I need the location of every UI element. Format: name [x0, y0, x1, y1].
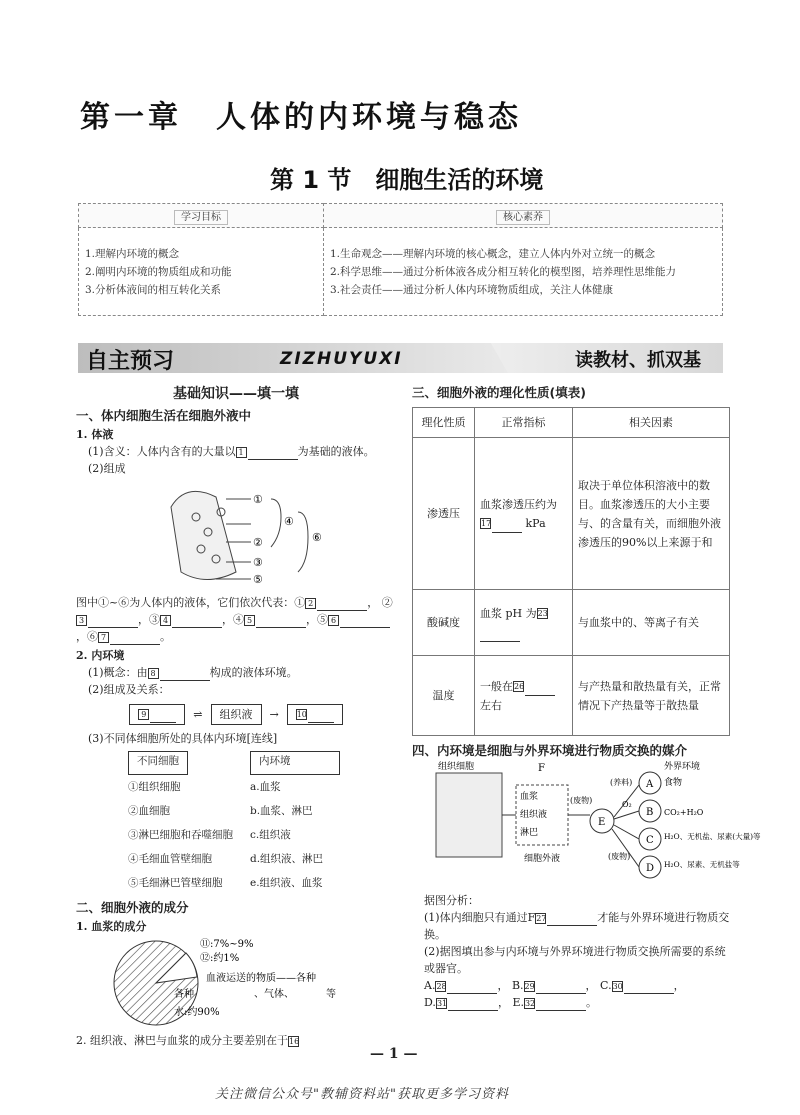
match-left-1[interactable]: ①组织细胞 [128, 781, 181, 793]
objective-item: 2.阐明内环境的物质组成和功能 [85, 265, 232, 278]
row-temp-prop: 温度 [413, 656, 475, 736]
temp-unit: 左右 [480, 698, 502, 712]
match-left-4[interactable]: ④毛细血管壁细胞 [128, 853, 212, 865]
row-temp-factor: 与产热量和散热量有关，正常情况下产热量等于散热量 [573, 656, 730, 736]
fig-label-waste: (废物) [570, 796, 593, 805]
section-title: 第 1 节 细胞生活的环境 [270, 166, 544, 194]
blank-8[interactable] [160, 668, 210, 681]
blank-3[interactable] [88, 615, 138, 628]
match-row [76, 871, 396, 895]
match-header [76, 751, 396, 775]
blank-1[interactable] [248, 447, 298, 460]
diagram-label-5: ⑤ [253, 573, 263, 586]
blank-9[interactable] [150, 710, 176, 723]
pie-label-gas: 、气体、 [254, 989, 294, 1000]
row-osmotic-prop: 渗透压 [413, 438, 475, 590]
pie-label-various: 各种 [174, 989, 194, 1000]
osmotic-normal-text: 血浆渗透压约为 [480, 497, 557, 511]
fig-label-co2: CO₂+H₂O [664, 808, 704, 817]
fig-label-food: 食物 [664, 778, 683, 788]
th-normal: 正常指标 [475, 408, 573, 438]
definition-line: (1)含义：人体内含有的大量以 1 为基础的液体。 [88, 445, 375, 458]
match-left-3[interactable]: ③淋巴细胞和吞噬细胞 [128, 829, 233, 841]
difference-text: 2. 组织液、淋巴与血浆的成分主要差别在于 [76, 1034, 288, 1047]
blank-31[interactable] [448, 998, 498, 1011]
match-right-b[interactable]: b.血浆、淋巴 [250, 805, 313, 817]
section-4-title: 四、内环境是细胞与外界环境进行物质交换的媒介 [412, 743, 688, 758]
fig-label-outside: 外界环境 [664, 762, 701, 772]
flow-mid: 组织液 [211, 704, 262, 725]
pie-label-11: ⑪:7%~9% [200, 939, 254, 950]
row-ph-normal: 血浆 pH 为23 [475, 590, 573, 656]
pie-label-transport: 血液运送的物质——各种 [206, 973, 316, 984]
subsection-body-fluid: 1. 体液 [76, 428, 114, 441]
row-osmotic-normal: 血浆渗透压约为17 kPa [475, 438, 573, 590]
match-row [76, 775, 396, 799]
match-left-5[interactable]: ⑤毛细淋巴管壁细胞 [128, 877, 223, 889]
literacy-item: 1.生命观念——理解内环境的核心概念，建立人体内外对立统一的概念 [330, 247, 656, 260]
arrow-right-icon: → [269, 707, 279, 721]
analysis-label: 据图分析： [424, 894, 479, 907]
composition-label: (2)组成 [88, 462, 126, 475]
match-header-right: 内环境 [250, 751, 340, 775]
match-left-2[interactable]: ②血细胞 [128, 805, 170, 817]
blank-30[interactable] [624, 981, 674, 994]
concept-text: (1)概念：由 [88, 666, 148, 679]
objectives-table [78, 203, 723, 316]
match-row [76, 799, 396, 823]
blank-2[interactable] [317, 598, 367, 611]
fig-label-a: A [646, 779, 654, 790]
banner-slogan: 读教材、抓双基 [575, 350, 701, 371]
section-2-title: 二、细胞外液的成分 [76, 900, 189, 915]
blank-29[interactable] [536, 981, 586, 994]
fig-label-plasma: 血浆 [520, 792, 539, 802]
flow-diagram [76, 698, 396, 730]
tissue-cell-area [436, 773, 502, 857]
diagram-label-2: ② [253, 536, 263, 549]
question-1: (1)体内细胞只有通过F27 才能与外界环境进行物质交换。 [424, 911, 730, 941]
temp-normal-text: 一般在 [480, 679, 513, 693]
right-column [412, 382, 761, 1011]
blank-26[interactable] [525, 683, 555, 696]
fig-label-lymph: 淋巴 [520, 828, 539, 838]
fig-label-f: F [538, 763, 545, 774]
plasma-pie-diagram [76, 935, 396, 1027]
question-2-answers: A.28 ， B.29 ， C.30 ， D.31 ， E.32 。 [424, 979, 685, 1009]
osmotic-unit: kPa [525, 516, 546, 530]
row-osmotic-factor: 取决于单位体积溶液中的数目。血浆渗透压的大小主要与、的含量有关，而细胞外液渗透压的90%以上来源于和 [573, 438, 730, 590]
match-right-a[interactable]: a.血浆 [250, 781, 281, 793]
diagram-label-3: ③ [253, 556, 263, 569]
th-property: 理化性质 [413, 408, 475, 438]
question-2: (2)据图填出参与内环境与外界环境进行物质交换所需要的系统或器官。 [424, 945, 726, 975]
blank-10[interactable] [308, 710, 334, 723]
row-temp-normal: 一般在26 左右 [475, 656, 573, 736]
question-1-end: 才能与外界环境进行物质交换。 [424, 911, 730, 941]
figure-caption-text: 图中①~⑥为人体内的液体，它们依次代表：① [76, 596, 306, 609]
concept-line: (1)概念：由 8 构成的液体环境。 [88, 666, 298, 679]
fig-label-e: E [598, 817, 606, 828]
blank-7[interactable] [110, 632, 160, 645]
left-column [76, 382, 396, 1049]
answer-e-label: E. [512, 996, 524, 1009]
match-instruction: (3)不同体细胞所处的具体内环境[连线] [88, 732, 278, 745]
objective-item: 3.分析体液间的相互转化关系 [85, 283, 222, 296]
chapter-title: 第一章 人体的内环境与稳态 [80, 100, 522, 135]
match-right-e[interactable]: e.组织液、血浆 [250, 877, 323, 889]
fig-label-o2: O₂ [622, 800, 632, 809]
banner-pinyin: ZIZHUYUXI [280, 349, 403, 369]
blank-5[interactable] [256, 615, 306, 628]
diagram-label-6: ⑥ [312, 531, 322, 544]
blank-28[interactable] [447, 981, 497, 994]
concept-end: 构成的液体环境。 [209, 666, 298, 679]
arrow-line [612, 829, 639, 867]
question-1-text: (1)体内细胞只有通过F [424, 911, 536, 924]
fig-label-sweat: H₂O、无机盐、尿素(大量)等 [664, 832, 761, 841]
definition-text: (1)含义：人体内含有的大量以 [88, 445, 236, 458]
diagram-label-4: ④ [284, 515, 294, 528]
footer-note: 关注微信公众号"教辅资料站"获取更多学习资料 [215, 1087, 509, 1102]
flow-box-9: 9 [129, 704, 185, 725]
subsection-internal-env: 2. 内环境 [76, 649, 125, 662]
blank-32[interactable] [536, 998, 586, 1011]
objectives-right-header: 核心素养 [496, 210, 550, 225]
row-ph-factor: 与血浆中的、等离子有关 [573, 590, 730, 656]
plasma-composition-title: 1. 血浆的成分 [76, 920, 147, 933]
pie-label-12: ⑫:约1% [200, 953, 240, 964]
fig-label-tissue-cell: 组织细胞 [438, 762, 475, 772]
figure-caption: 图中①~⑥为人体内的液体，它们依次代表：① 2 ， ②3 ，③ 4 ，④ 5 ，⑤ 6，⑥ 7 。 [76, 596, 393, 643]
blank-6[interactable] [340, 615, 390, 628]
row-ph-prop: 酸碱度 [413, 590, 475, 656]
fig-label-b: B [646, 807, 654, 818]
literacy-item: 2.科学思维——通过分析体液各成分相互转化的模型图，培养理性思维能力 [330, 265, 677, 278]
pie-label-etc: 等 [326, 989, 336, 1000]
fig-label-d: D [646, 863, 655, 874]
th-factors: 相关因素 [573, 408, 730, 438]
blank-27[interactable] [547, 913, 597, 926]
blank-23[interactable] [480, 629, 520, 642]
section-1-title: 一、体内细胞生活在细胞外液中 [76, 408, 252, 423]
double-arrow-icon: ⇌ [193, 707, 203, 721]
answer-c-label: C. [600, 979, 612, 992]
blank-4[interactable] [172, 615, 222, 628]
answer-d-label: D. [424, 996, 436, 1009]
fig-label-tissue-fluid: 组织液 [520, 810, 548, 820]
composition-relation: (2)组成及关系： [88, 683, 170, 696]
answer-b-label: B. [511, 979, 524, 992]
literacy-item: 3.社会责任——通过分析人体内环境物质组成，关注人体健康 [330, 283, 614, 296]
banner-title: 自主预习 [86, 349, 175, 374]
match-right-d[interactable]: d.组织液、淋巴 [250, 853, 324, 865]
difference-question: 2. 组织液、淋巴与血浆的成分主要差别在于16 [76, 1034, 300, 1047]
fig-label-nutrient: (养料) [610, 778, 633, 787]
match-row [76, 823, 396, 847]
fig-label-c: C [646, 835, 654, 846]
page-number: — 1 — [370, 1046, 418, 1062]
answer-a-label: A. [424, 979, 436, 992]
objectives-left-header: 学习目标 [174, 210, 228, 225]
fig-label-urine: H₂O、尿素、无机盐等 [664, 860, 740, 869]
objective-item: 1.理解内环境的概念 [85, 247, 180, 260]
definition-end: 为基础的液体。 [297, 445, 375, 458]
properties-table [412, 407, 730, 736]
match-header-left: 不同细胞 [128, 751, 188, 775]
exchange-diagram [412, 759, 761, 887]
body-fluid-diagram [76, 477, 396, 589]
ph-normal-text: 血浆 pH 为 [480, 606, 537, 620]
fig-label-ecf: 细胞外液 [524, 854, 561, 864]
match-row [76, 847, 396, 871]
basic-knowledge-heading: 基础知识——填一填 [173, 386, 299, 402]
section-3-title: 三、细胞外液的理化性质(填表) [412, 385, 586, 400]
flow-box-10: 10 [287, 704, 343, 725]
pie-label-water: 水:约90% [174, 1007, 220, 1018]
match-right-c[interactable]: c.组织液 [250, 829, 291, 841]
fig-label-waste-2: (废物) [608, 852, 631, 861]
blank-17[interactable] [492, 520, 522, 533]
diagram-label-1: ① [253, 493, 263, 506]
